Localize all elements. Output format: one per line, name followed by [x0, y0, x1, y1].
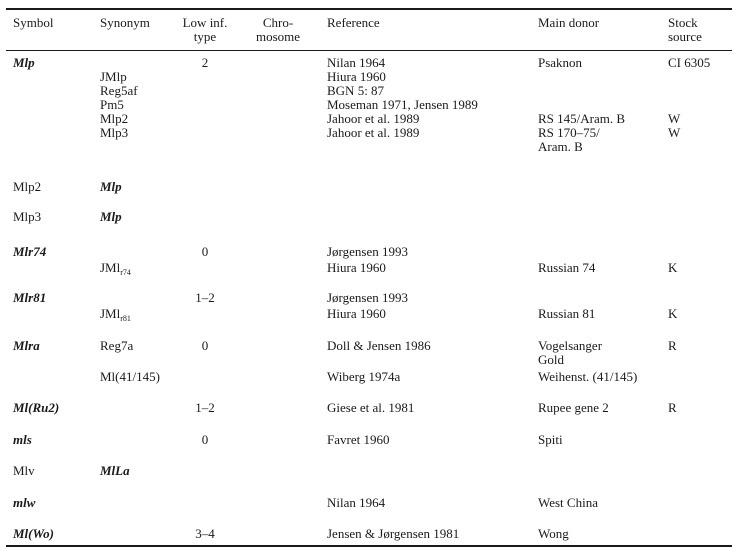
row-stock: W: [668, 111, 681, 126]
row-symbol: Mlr74: [13, 244, 47, 259]
row-reference: Hiura 1960: [327, 69, 386, 84]
row-low-inf: 0: [201, 244, 209, 259]
row-reference: Doll & Jensen 1986: [327, 338, 431, 353]
row-synonym: JMlp: [100, 69, 127, 84]
row-synonym: Ml(41/145): [100, 369, 160, 384]
row-stock: R: [668, 400, 677, 415]
header-synonym: Synonym: [100, 15, 150, 30]
row-reference: Nilan 1964: [327, 495, 386, 510]
row-symbol: Mlr81: [13, 290, 47, 305]
top-rule: [6, 8, 732, 10]
row-stock: R: [668, 338, 677, 353]
row-stock: W: [668, 125, 681, 140]
row-symbol: Mlv: [13, 463, 35, 478]
row-donor: Russian 81: [538, 306, 596, 321]
row-donor: RS 145/Aram. B: [538, 111, 626, 126]
header-stock-source-line2: source: [668, 29, 702, 44]
row-low-inf: 1–2: [195, 290, 215, 305]
row-donor: Spiti: [538, 432, 563, 447]
row-low-inf: 1–2: [195, 400, 215, 415]
row-synonym: JMl$_{r74}$: [100, 260, 131, 277]
row-donor: Weihenst. (41/145): [538, 369, 638, 384]
row-symbol: Mlp: [13, 55, 35, 70]
header-main-donor: Main donor: [538, 15, 600, 30]
row-donor: Rupee gene 2: [538, 400, 609, 415]
row-donor: West China: [538, 495, 598, 510]
row-reference: BGN 5: 87: [327, 83, 385, 98]
row-stock: CI 6305: [668, 55, 711, 70]
row-synonym: Mlp3: [100, 125, 129, 140]
row-low-inf: 3–4: [195, 526, 215, 541]
bottom-rule: [6, 545, 732, 547]
row-symbol: Ml(Ru2): [13, 400, 60, 415]
row-donor-line1: Vogelsanger: [538, 338, 603, 353]
row-donor: Wong: [538, 526, 569, 541]
row-symbol: mlw: [13, 495, 36, 510]
header-rule: [6, 50, 732, 51]
row-low-inf: 2: [201, 55, 209, 70]
row-symbol: Ml(Wo): [13, 526, 54, 541]
row-reference: Wiberg 1974a: [327, 369, 401, 384]
row-reference: Jahoor et al. 1989: [327, 125, 420, 140]
row-reference: Hiura 1960: [327, 306, 386, 321]
synonym-subscript: r81: [120, 314, 131, 323]
header-symbol: Symbol: [13, 15, 54, 30]
row-reference: Giese et al. 1981: [327, 400, 415, 415]
row-synonym: Reg5af: [100, 83, 138, 98]
row-reference: Jensen & Jørgensen 1981: [327, 526, 460, 541]
row-synonym: Pm5: [100, 97, 124, 112]
header-stock-source-line1: Stock: [668, 15, 698, 30]
row-stock: K: [668, 306, 678, 321]
row-reference: Nilan 1964: [327, 55, 386, 70]
row-stock: K: [668, 260, 678, 275]
header-reference: Reference: [327, 15, 380, 30]
header-chromosome-line1: Chro-: [262, 15, 294, 30]
row-donor-line2: Aram. B: [538, 139, 583, 154]
row-reference: Jørgensen 1993: [327, 290, 409, 305]
row-synonym: Mlp: [100, 209, 122, 224]
row-donor-line2: Gold: [538, 352, 564, 367]
row-reference: Jørgensen 1993: [327, 244, 409, 259]
row-synonym: Reg7a: [100, 338, 134, 353]
row-symbol: Mlp3: [13, 209, 42, 224]
header-low-inf-line1: Low inf.: [182, 15, 228, 30]
row-reference: Jahoor et al. 1989: [327, 111, 420, 126]
row-donor: Psaknon: [538, 55, 583, 70]
row-reference: Favret 1960: [327, 432, 390, 447]
row-symbol: Mlra: [13, 338, 40, 353]
row-reference: Hiura 1960: [327, 260, 386, 275]
row-low-inf: 0: [201, 338, 209, 353]
synonym-subscript: r74: [120, 268, 131, 277]
row-donor-line1: RS 170–75/: [538, 125, 600, 140]
row-donor: Russian 74: [538, 260, 596, 275]
row-symbol: Mlp2: [13, 179, 42, 194]
row-synonym: JMl$_{r81}$: [100, 306, 131, 323]
row-synonym: Mlp: [100, 179, 122, 194]
row-reference: Moseman 1971, Jensen 1989: [327, 97, 478, 112]
row-synonym: MlLa: [100, 463, 130, 478]
header-low-inf-line2: type: [193, 29, 217, 44]
row-synonym: Mlp2: [100, 111, 129, 126]
row-low-inf: 0: [201, 432, 209, 447]
header-chromosome-line2: mosome: [255, 29, 301, 44]
row-symbol: mls: [13, 432, 32, 447]
